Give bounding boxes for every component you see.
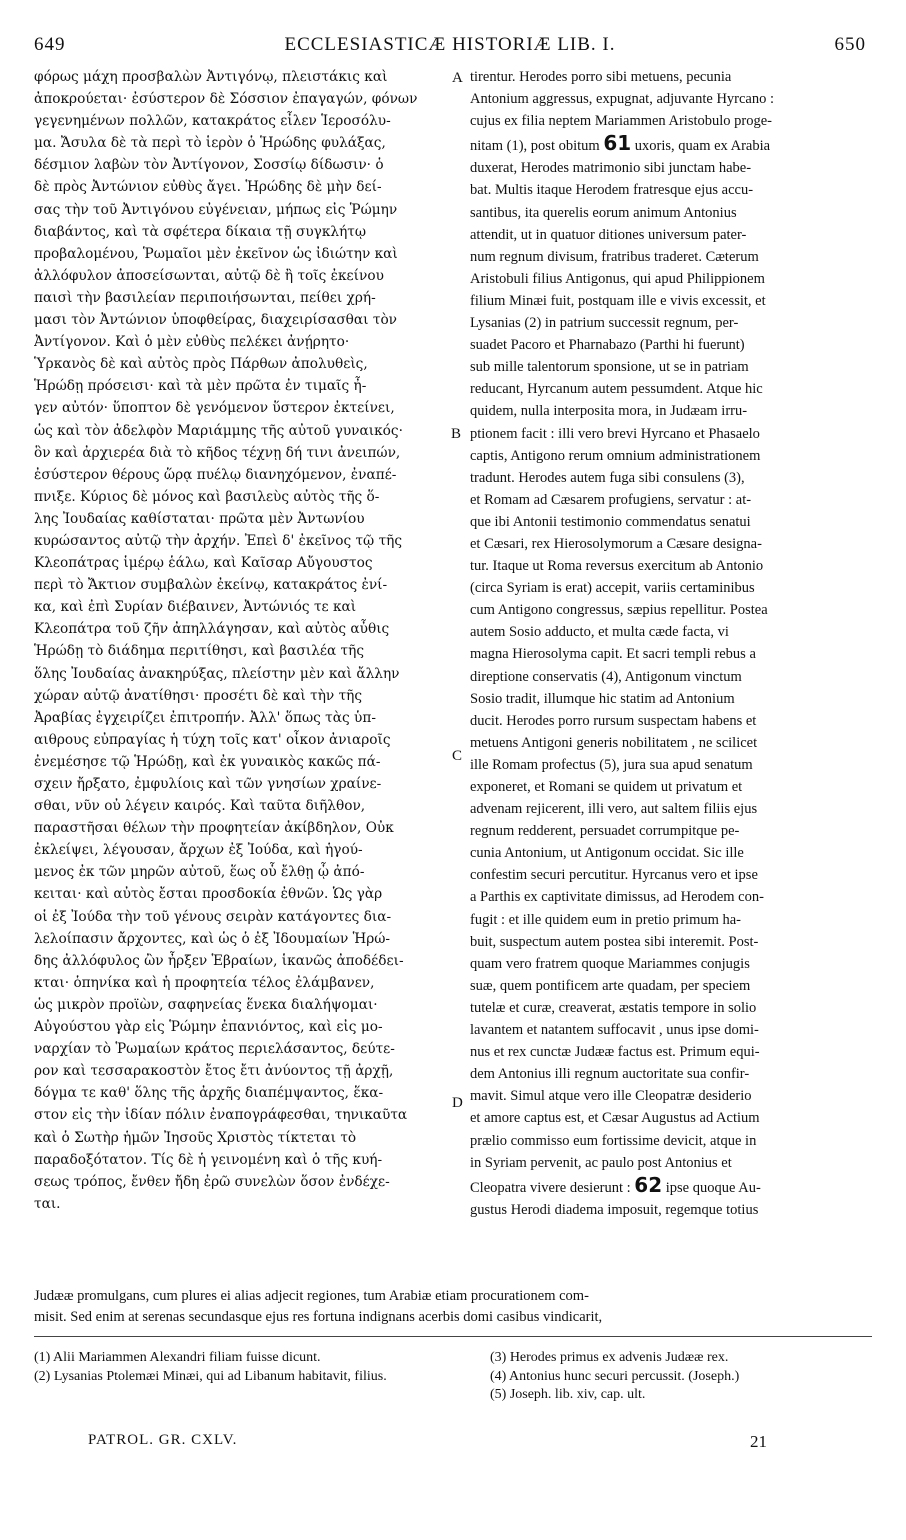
running-header (34, 34, 866, 62)
latin-column (470, 66, 872, 1221)
latin-text-line: regnum redderent, persuadet corrumpitque pe- (470, 823, 740, 840)
greek-text-line: παραδοξότατον. Τίς δὲ ἡ γεινομένη καὶ ὁ τῆς κυή- (34, 1151, 383, 1168)
continuation-text (34, 1286, 872, 1328)
latin-text-line: et Romam ad Cæsarem profugiens, servatur : at- (470, 491, 752, 508)
greek-text-line: ὡς καὶ τὸν ἀδελφὸν Μαριάμμης τῆς αὐτοῦ γυναικός· (34, 422, 403, 439)
margin-marker-c: C (452, 748, 463, 764)
greek-text-line: Ὑρκανὸς δὲ καὶ αὐτὸς πρὸς Πάρθων ἀπολυθεὶς, (34, 356, 368, 373)
latin-text-line: quam vero fratrem quoque Mariammes conjugis (470, 955, 750, 972)
greek-text-line: μενος ἐκ τῶν μηρῶν αὐτοῦ, ἕως οὗ ἔλθῃ ᾧ ἀπό- (34, 864, 365, 881)
greek-column (34, 66, 456, 1215)
footnote: (3) Herodes primus ex advenis Judææ rex. (490, 1350, 729, 1365)
latin-text-line: gustus Herodi diadema imposuit, regemque totius (470, 1201, 759, 1218)
latin-text-line: cunia Antonium, ut Antigonum occidat. Sic ille (470, 845, 744, 862)
greek-text-line: ὅλης Ἰουδαίας ἀνακηρύξας, πλείστην μὲν καὶ ἄλλην (34, 665, 400, 682)
greek-text-line: περὶ τὸ Ἄκτιον συμβαλὼν ἐκείνῳ, κατακράτος ἐνί- (34, 577, 388, 594)
latin-text-line: in Syriam pervenit, ac paulo post Antonius et (470, 1154, 732, 1171)
greek-text-line: προβαλομένου, Ῥωμαῖοι μὲν ἐκεῖνον ὡς ἰδιώτην καὶ (34, 245, 398, 262)
footnote-rule (34, 1336, 872, 1337)
greek-text-line: φόρως μάχη προσβαλὼν Ἀντιγόνῳ, πλειστάκις καὶ (34, 69, 388, 85)
footnote: (2) Lysanias Ptolemæi Minæi, qui ad Libanum habitavit, filius. (34, 1368, 387, 1384)
greek-text-line: χώραν αὐτῷ ἀνατίθησι· προσέτι δὲ καὶ τὴν τῆς (34, 687, 363, 704)
greek-text-line: ἐσύστερον θέρους ὥρᾳ πυέλῳ διανηχόμενον, ἐναπέ- (34, 466, 397, 483)
latin-text-line: reducant, Hyrcanum autem pessumdent. Atque hic (470, 381, 763, 398)
latin-text-line: Aristobuli filius Antigonus, qui apud Philippionem (470, 270, 765, 287)
latin-text-line: captis, Antigono rerum omnium administrationem (470, 447, 761, 464)
latin-text-line: magna Hierosolyma capit. Et sacri templi rebus a (470, 646, 756, 663)
latin-text-line: autem Sosio adducto, et multa cæde facta, vi (470, 624, 729, 641)
latin-text-line: suadet Pacoro et Pharnabazo (Parthi hi fuerunt) (470, 337, 745, 354)
running-title: ECCLESIASTICÆ HISTORIÆ LIB. I. (284, 34, 616, 55)
latin-text-line: cujus ex filia neptem Mariammen Aristobulo proge- (470, 113, 773, 130)
greek-text-line: Ἀραβίας ἐγχειρίζει ἐπιτροπήν. Ἀλλ' ὅπως τὰς ὑπ- (34, 709, 376, 726)
latin-text-line: Lysanias (2) in patrium successit regnum, per- (470, 315, 739, 332)
latin-text-line: tutelæ et curæ, creaverat, æstatis tempore in solio (470, 999, 757, 1016)
greek-text-line: αιθρους εὐπραγίας ἡ τύχη τοῖς κατ' οἶκον ἀνιαροῖς (34, 731, 391, 748)
greek-text-line: σθαι, νῦν οὐ λέγειν καιρός. Καὶ ταῦτα διῆλθον, (34, 798, 366, 815)
footnote: (5) Joseph. lib. xiv, cap. ult. (490, 1387, 646, 1402)
latin-text-line: filium Minæi fuit, postquam ille e vivis excessit, et (470, 292, 766, 309)
margin-marker-a: A (452, 70, 463, 86)
greek-text-line: ὃν καὶ ἀρχιερέα διὰ τὸ κῆδος τέχνῃ δή τινι ἀνειπών, (34, 444, 401, 461)
greek-text-line: δόγμα τε καθ' ὅλης τῆς ἀρχῆς διαπέμψαντος, ἕκα- (34, 1085, 384, 1102)
latin-text-line: confestim securi percutitur. Hyrcanus vero et ipse (470, 867, 758, 884)
latin-text-line: tirentur. Herodes porro sibi metuens, pecunia (470, 69, 732, 85)
latin-text-line: duxerat, Herodes matrimonio sibi junctam habe- (470, 160, 752, 177)
latin-text-line: et amore captus est, et Cæsar Augustus ad Actium (470, 1110, 760, 1127)
latin-text-line: santibus, ita querelis eorum animum Antonius (470, 204, 737, 221)
latin-text-line: cum Antigono congressus, sæpius repellitur. Postea (470, 602, 768, 619)
greek-text-line: μασι τὸν Ἀντώνιον ὑποφθείρας, διαχειρίσασθαι τὸν (34, 312, 397, 329)
latin-text-line: metuens Antigoni generis nobilitatem , ne scilicet (470, 734, 758, 751)
latin-text-line: mavit. Simul atque vero ille Cleopatræ desiderio (470, 1088, 752, 1105)
greek-text-line: παραστῆσαι θέλων τὴν προφητείαν ἀκίβδηλον, Οὐκ (34, 820, 394, 837)
greek-text-line: κα, καὶ ἐπὶ Συρίαν διέβαινεν, Ἀντώνιός τε καὶ (34, 599, 357, 616)
greek-text-line: σας τὴν τοῦ Ἀντιγόνου εὐγένειαν, μήπως εἰς Ῥώμην (34, 201, 398, 218)
greek-text-line: παισὶ τὴν βασιλείαν περιποιήσωνται, πείθει χρή- (34, 289, 376, 306)
greek-text-line: σχειν ἤρξατο, ἐμφυλίοις καὶ τῶν γνησίων χραίνε- (34, 776, 382, 792)
footnote: (4) Antonius hunc securi percussit. (Joseph.) (490, 1368, 740, 1384)
latin-text-line: que ibi Antonii testimonio commendatus senatui (470, 513, 751, 530)
greek-text-line: ἐκλείψει, λέγουσαν, ἄρχων ἐξ Ἰούδα, καὶ ἡγού- (34, 842, 363, 859)
column-reference-number: 62 (634, 1173, 663, 1197)
footnote: (1) Alii Mariammen Alexandri filiam fuisse dicunt. (34, 1350, 321, 1365)
latin-text-line: a Parthis ex captivitate dimissus, ad Herodem con- (470, 889, 764, 906)
greek-text-line: κειται· καὶ αὐτὸς ἔσται προσδοκία ἐθνῶν. Ὡς γὰρ (34, 886, 383, 903)
column-reference-number: 61 (603, 132, 632, 156)
latin-text-line: sub mille talentorum sponsione, ut se in patriam (470, 359, 749, 376)
greek-text-line: σεως τρόπος, ἔνθεν ἤδη ἐρῶ συνελὼν ὅσον ἐνδέχε- (34, 1173, 390, 1190)
latin-text-line: tur. Itaque ut Roma reversus exercitum ab Antonio (470, 558, 764, 575)
greek-text-line: ὡς μικρὸν προϊὼν, σαφηνείας ἕνεκα διαλήψομαι· (34, 996, 378, 1013)
latin-text-line: bat. Multis itaque Herodem fratresque ejus accu- (470, 182, 754, 199)
greek-text-line: ἀλλόφυλον ἀποσείσωνται, αὐτῷ δὲ ἢ τοῖς ἐκείνου (34, 267, 384, 284)
footnotes-left (34, 1350, 454, 1387)
greek-text-line: κται· ὁπηνίκα καὶ ἡ προφητεία τέλος ἐλάμβανεν, (34, 974, 375, 991)
signature-mark: PATROL. GR. CXLV. (88, 1432, 238, 1448)
greek-text-line: λελοίπασιν ἄρχοντες, καὶ ὡς ὁ ἐξ Ἰδουμαίων Ἡρώ- (34, 930, 391, 947)
greek-text-line: γεγενημένων πολλῶν, κατακράτος εἶλεν Ἱεροσόλυ- (34, 113, 391, 130)
greek-text-line: ται. (34, 1195, 61, 1212)
latin-text-line: direptione conservatis (4), Antigonum vinctum (470, 668, 742, 685)
page-number-right: 650 (834, 34, 866, 55)
greek-text-line: μα. Ἄσυλα δὲ τὰ περὶ τὸ ἱερὸν ὁ Ἡρώδης φυλάξας, (34, 135, 386, 152)
greek-text-line: λης Ἰουδαίας καθίσταται· πρῶτα μὲν Ἀντωνίου (34, 510, 365, 527)
margin-marker-b: B (451, 426, 462, 442)
latin-text-line: suæ, quem pontificem arte quadam, per speciem (470, 977, 751, 994)
greek-text-line: ἀποκρούεται· ἐσύστερον δὲ Σόσσιον ἐπαγαγών, φόνων (34, 91, 418, 108)
latin-text-line: lavantem et natantem suffocavit , unus ipse domi- (470, 1022, 759, 1039)
greek-text-line: γεν αὐτόν· ὕποπτον δὲ γενόμενον ὕστερον ἐκτείνει, (34, 400, 395, 417)
latin-text-line: Antonium aggressus, expugnat, adjuvante Hyrcano : (470, 91, 775, 108)
latin-text-line: nitam (1), post obitum 61 uxoris, quam ex Arabia (470, 132, 771, 156)
greek-text-line: στον εἰς τὴν ἰδίαν πόλιν ἐναπογράφεσθαι, τηνικαῦτα (34, 1107, 408, 1124)
greek-text-line: Κλεοπάτρας ἱμέρῳ ἑάλω, καὶ Καῖσαρ Αὔγουστος (34, 555, 373, 572)
footnotes-right (490, 1350, 870, 1406)
latin-text-line: (circa Syriam is erat) accepit, variis certaminibus (470, 580, 755, 597)
greek-text-line: Ἡρώδῃ τὸ διάδημα περιτίθησι, καὶ βασιλέα τῆς (34, 643, 364, 660)
latin-text-line: ille Romam profectus (5), jura sua apud senatum (470, 756, 753, 773)
latin-text-line: tradunt. Herodes autem fuga sibi consulens (3), (470, 469, 745, 486)
latin-text-line: Sosio tradit, illumque hic statim ad Antonium (470, 690, 735, 707)
page-number-left: 649 (34, 34, 66, 55)
greek-text-line: κυρώσαντος αὐτῷ τὴν ἀρχήν. Ἐπεὶ δ' ἐκεῖνος τῷ τῆς (34, 532, 403, 549)
latin-text-line: nus et rex cunctæ Judææ factus est. Primum equi- (470, 1044, 760, 1061)
continuation-line: Judææ promulgans, cum plures ei alias adjecit regiones, tum Arabiæ etiam procurationem com- (34, 1288, 589, 1304)
greek-text-line: ναρχίαν τὸ Ῥωμαίων κράτος περιελάσαντος, δεύτε- (34, 1041, 395, 1058)
greek-text-line: δης ἀλλόφυλος ὢν ἦρξεν Ἑβραίων, ἱκανῶς ἀποδέδει- (34, 952, 404, 969)
latin-text-line: ducit. Herodes porro rursum suspectam habens et (470, 712, 757, 729)
latin-text-line: dem Antonius illi regnum auctoritate sua confir- (470, 1066, 750, 1083)
greek-text-line: οἱ ἐξ Ἰούδα τὴν τοῦ γένους σειρὰν κατάγοντες δια- (34, 908, 392, 925)
greek-text-line: διαβάντος, καὶ τὰ σφέτερα δίκαια τῇ συγκλήτῳ (34, 223, 367, 240)
greek-text-line: Ἀντίγονον. Καὶ ὁ μὲν εὐθὺς πελέκει ἀνῄρητο· (34, 334, 350, 351)
greek-text-line: Αὐγούστου γὰρ εἰς Ῥώμην ἐπανιόντος, καὶ εἰς μο- (34, 1019, 383, 1036)
latin-text-line: attendit, ut in quatuor ditiones universum pater- (470, 226, 747, 243)
latin-text-line: num regnum divisum, fratribus traderet. Cæterum (470, 248, 759, 265)
margin-marker-d: D (452, 1095, 463, 1111)
latin-text-line: Cleopatra vivere desierunt : 62 ipse quoque Au- (470, 1173, 761, 1197)
greek-text-line: ἐνεμέσησε τῷ Ἡρώδῃ, καὶ ἐκ γυναικὸς κακῶς πά- (34, 753, 381, 770)
latin-text-line: advenam rejicerent, illi vero, aut saltem filiis ejus (470, 801, 758, 818)
latin-text-line: fugit : et ille quidem eum in pretio primum ha- (470, 911, 742, 928)
greek-text-line: πνιξε. Κύριος δὲ μόνος καὶ βασιλεὺς αὐτὸς τῆς ὅ- (34, 488, 380, 505)
sheet-number: 21 (750, 1432, 767, 1451)
latin-text-line: ptionem facit : illi vero brevi Hyrcano et Phasaelo (470, 425, 760, 442)
latin-text-line: exponeret, et Romani se quidem ut privatum et (470, 779, 743, 795)
greek-text-line: καὶ ὁ Σωτὴρ ἡμῶν Ἰησοῦς Χριστὸς τίκτεται τὸ (34, 1129, 357, 1146)
greek-text-line: Ἡρώδῃ πρόσεισι· καὶ τὰ μὲν πρῶτα ἐν τιμαῖς ἦ- (34, 378, 367, 395)
latin-text-line: et Cæsari, rex Hierosolymorum a Cæsare designa- (470, 535, 762, 552)
latin-text-line: quidem, nulla interposita mora, in Judæam irru- (470, 403, 748, 420)
greek-text-line: Κλεοπάτρα τοῦ ζῆν ἀπηλλάγησαν, καὶ αὐτὸς αὖθις (34, 621, 390, 638)
latin-text-line: prælio commisso eum fortissime devicit, atque in (470, 1132, 757, 1149)
greek-text-line: ρον καὶ τεσσαρακοστὸν ἔτος ἔτι ἀνύοντος τῇ ἀρχῇ, (34, 1063, 394, 1080)
latin-text-line: buit, suspectum autem postea sibi interemit. Post- (470, 933, 759, 950)
greek-text-line: δέσμιον λαβὼν τὸν Ἀντίγονον, Σοσσίῳ δίδωσιν· ὁ (34, 157, 384, 174)
continuation-line: misit. Sed enim at serenas secundasque ejus res fortuna indignans acerbis domi casibus vindicarit, (34, 1309, 603, 1325)
greek-text-line: δὲ πρὸς Ἀντώνιον εὐθὺς ἄγει. Ἡρώδης δὲ μὴν δεί- (34, 179, 382, 196)
